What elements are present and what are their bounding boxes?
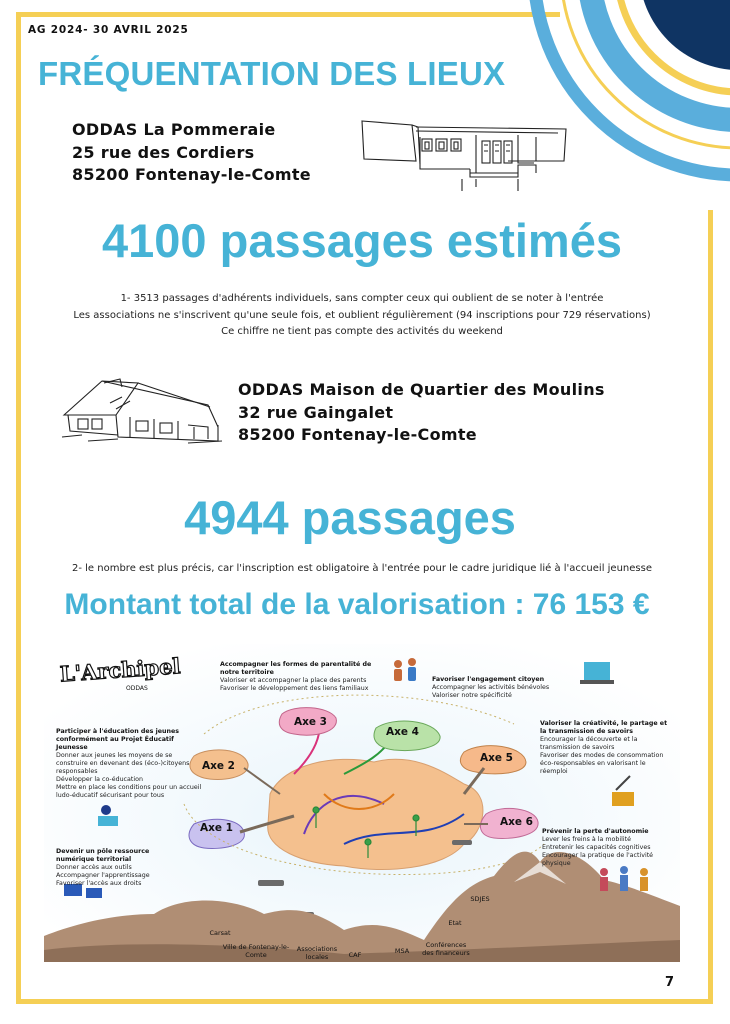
block-numerique-line: Donner accès aux outils	[56, 864, 132, 871]
block-education	[56, 728, 204, 800]
building-sketch-moulins	[58, 375, 224, 447]
block-creativite	[540, 720, 670, 776]
block-autonomie-title: Prévenir la perte d'autonomie	[542, 828, 649, 835]
axis-3-label: Axe 3	[294, 716, 327, 728]
block-autonomie-line: Entretenir les capacités cognitives	[542, 844, 651, 851]
mountain-label: Etat	[448, 919, 462, 927]
block-autonomie	[542, 828, 668, 868]
logo-subtext: ODDAS	[126, 685, 148, 692]
block-creativite-line: Favoriser des modes de consommation éco-responsables en valorisant le réemploi	[540, 752, 664, 775]
block-parentalite-line: Favoriser le développement des liens familiaux	[220, 685, 369, 692]
block-numerique-line: Accompagner l'apprentissage	[56, 872, 150, 879]
mountain-label: Carsat	[209, 929, 231, 937]
block-autonomie-line: Encourager la pratique de l'activité physique	[542, 852, 654, 867]
axis-5-label: Axe 5	[480, 752, 513, 764]
block-parentalite	[220, 661, 376, 693]
block-parentalite-line: Valoriser et accompagner la place des parents	[220, 677, 367, 684]
site1-visits-stat: 4100 passages estimés	[102, 214, 622, 267]
site2-address	[238, 379, 605, 447]
mountain-label: Ville de Fontenay-le-Comte	[222, 943, 290, 959]
site2-city: 85200 Fontenay-le-Comte	[238, 425, 477, 444]
page-number: 7	[664, 975, 674, 990]
block-citoyen-line: Valoriser notre spécificité	[432, 692, 512, 699]
mountain-label: Associations locales	[296, 945, 338, 961]
site1-note-3: Ce chiffre ne tient pas compte des activités du weekend	[221, 326, 503, 337]
site1-address	[72, 119, 311, 187]
block-numerique	[56, 848, 174, 888]
site1-street: 25 rue des Cordiers	[72, 142, 255, 162]
block-numerique-line: Favoriser l'accès aux droits	[56, 880, 142, 887]
site1-note-2: Les associations ne s'inscrivent qu'une seule fois, et oublient régulièrement (94 inscriptions pour 729 réservations)	[73, 309, 651, 321]
computer-icon	[580, 662, 614, 684]
site2-visits-stat: 4944 passages	[184, 491, 516, 544]
site2-street: 32 rue Gaingalet	[238, 402, 394, 422]
mountain-label: MSA	[394, 947, 410, 955]
page-title: FRÉQUENTATION DES LIEUX	[38, 55, 506, 92]
site1-note-1: 1- 3513 passages d'adhérents individuels, sans compter ceux qui oublient de se noter à l'entrée	[120, 293, 604, 304]
logo-text: L'Archipel	[59, 653, 182, 687]
block-citoyen	[432, 676, 560, 700]
block-education-title: Participer à l'éducation des jeunes conformément au Projet Éducatif Jeunesse	[56, 728, 180, 751]
site1-name: ODDAS La Pommeraie	[72, 120, 276, 139]
mountain-label: Conférences des financeurs	[422, 941, 470, 957]
site2-name: ODDAS Maison de Quartier des Moulins	[238, 380, 605, 399]
seniors-icon	[600, 866, 648, 891]
total-valuation: Montant total de la valorisation : 76 153 €	[64, 588, 650, 621]
mountain-label: SDJES	[470, 895, 490, 903]
block-education-line: Donner aux jeunes les moyens de se construire en devenant des (éco-)citoyens responsables	[56, 752, 190, 775]
axis-1-label: Axe 1	[200, 822, 233, 834]
archipel-logo	[56, 650, 182, 694]
block-autonomie-line: Lever les freins à la mobilité	[542, 836, 631, 843]
block-creativite-title: Valoriser la créativité, le partage et la transmission de savoirs	[540, 720, 668, 735]
block-citoyen-title: Favoriser l'engagement citoyen	[432, 676, 545, 683]
block-citoyen-line: Accompagner les activités bénévoles	[432, 684, 550, 691]
block-education-line: Développer la co-éducation	[56, 776, 143, 783]
mountain-label: CAF	[348, 951, 362, 959]
block-numerique-title: Devenir un pôle ressource numérique territorial	[56, 848, 150, 863]
block-education-line: Mettre en place les conditions pour un accueil ludo-éducatif sécurisant pour tous	[56, 784, 202, 799]
axis-2-label: Axe 2	[202, 760, 235, 772]
block-creativite-line: Encourager la découverte et la transmission de savoirs	[540, 736, 638, 751]
site2-note: 2- le nombre est plus précis, car l'inscription est obligatoire à l'entrée pour le cadre juridique lié à l'accueil jeunesse	[72, 563, 652, 574]
block-parentalite-title: Accompagner les formes de parentalité de notre territoire	[220, 661, 372, 676]
axis-6-label: Axe 6	[500, 816, 533, 828]
building-sketch-pommeraie	[358, 117, 570, 199]
archipel-illustration	[44, 644, 680, 962]
axis-4-label: Axe 4	[386, 726, 419, 738]
site1-notes	[30, 291, 694, 341]
document-date: AG 2024- 30 AVRIL 2025	[28, 24, 189, 36]
site1-city: 85200 Fontenay-le-Comte	[72, 165, 311, 184]
